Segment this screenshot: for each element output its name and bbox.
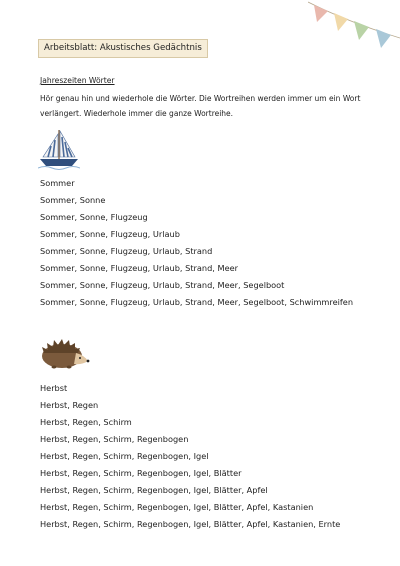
summer-word-list	[40, 175, 353, 311]
sailboat-icon	[38, 127, 80, 171]
hedgehog-icon	[38, 335, 90, 371]
list-item: Herbst, Regen, Schirm, Regenbogen, Igel, Blätter	[40, 468, 242, 478]
list-item: Sommer, Sonne, Flugzeug, Urlaub, Strand, Meer, Segelboot, Schwimmreifen	[40, 297, 354, 307]
list-item: Herbst, Regen, Schirm, Regenbogen, Igel, Blätter, Apfel, Kastanien, Ernte	[40, 519, 341, 529]
list-item: Herbst, Regen, Schirm, Regenbogen, Igel, Blätter, Apfel, Kastanien	[40, 502, 314, 512]
list-item: Sommer, Sonne, Flugzeug, Urlaub, Strand, Meer, Segelboot	[40, 280, 285, 290]
section-heading: Jahreszeiten Wörter	[40, 76, 115, 85]
instructions-text: Hör genau hin und wiederhole die Wörter. Die Wortreihen werden immer um ein Wort verlängert. Wiederhole immer die ganze Wortreihe.	[40, 94, 361, 118]
autumn-word-list	[40, 380, 340, 533]
worksheet-title: Arbeitsblatt: Akustisches Gedächtnis	[38, 39, 208, 58]
list-item: Sommer, Sonne, Flugzeug, Urlaub, Strand	[40, 246, 213, 256]
list-item: Herbst, Regen	[40, 400, 99, 410]
list-item: Herbst, Regen, Schirm	[40, 417, 132, 427]
list-item: Sommer, Sonne, Flugzeug	[40, 212, 148, 222]
list-item: Herbst	[40, 383, 68, 393]
list-item: Herbst, Regen, Schirm, Regenbogen	[40, 434, 189, 444]
list-item: Sommer, Sonne, Flugzeug, Urlaub	[40, 229, 180, 239]
list-item: Herbst, Regen, Schirm, Regenbogen, Igel	[40, 451, 209, 461]
list-item: Sommer, Sonne	[40, 195, 106, 205]
list-item: Herbst, Regen, Schirm, Regenbogen, Igel, Blätter, Apfel	[40, 485, 268, 495]
bunting-icon	[308, 0, 400, 56]
list-item: Sommer, Sonne, Flugzeug, Urlaub, Strand, Meer	[40, 263, 239, 273]
list-item: Sommer	[40, 178, 75, 188]
